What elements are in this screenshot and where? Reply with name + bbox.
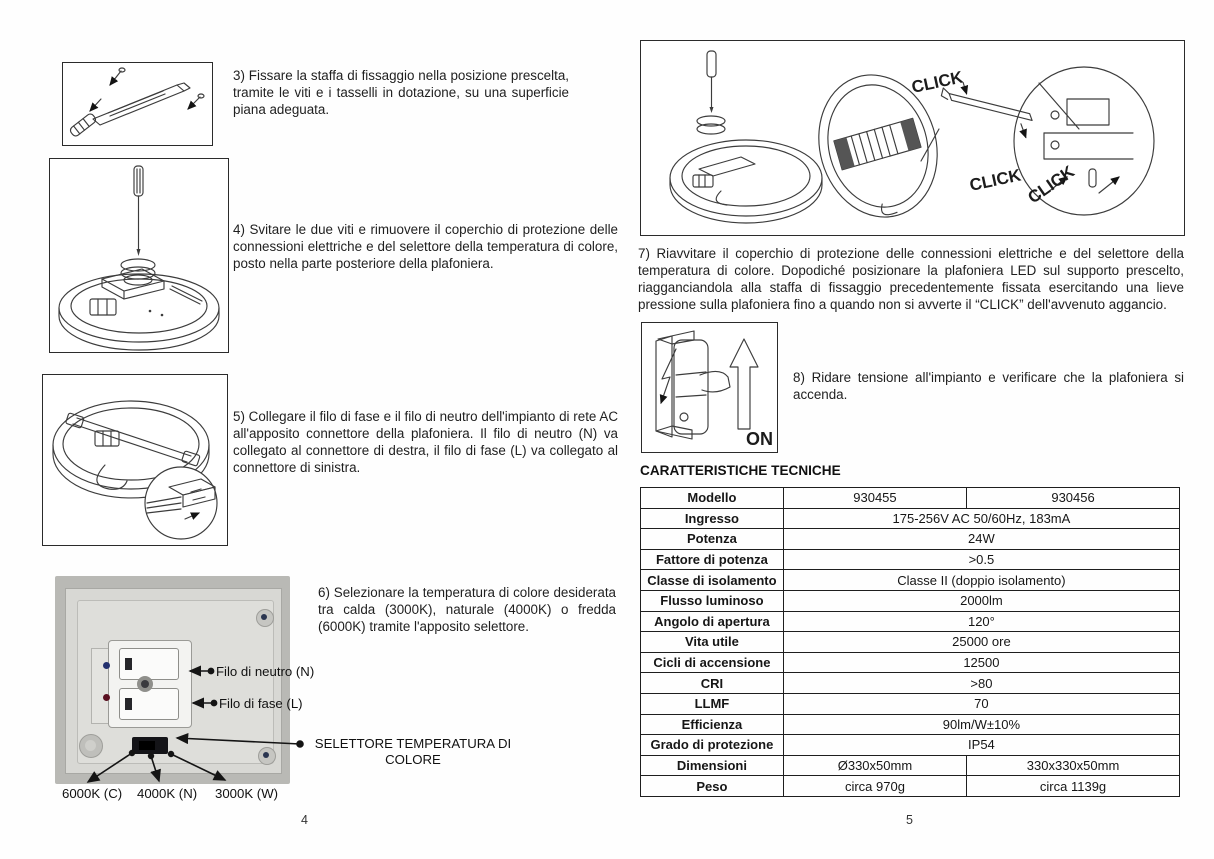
spec-value: circa 1139g <box>967 776 1180 797</box>
spec-row <box>641 673 1180 694</box>
spec-value: 25000 ore <box>783 632 1179 653</box>
label-arrows <box>55 572 620 817</box>
spec-value: 330x330x50mm <box>967 755 1180 776</box>
spec-value: 90lm/W±10% <box>783 714 1179 735</box>
spec-value: Classe II (doppio isolamento) <box>783 570 1179 591</box>
spec-value: 70 <box>783 693 1179 714</box>
spec-label: Classe di isolamento <box>641 570 784 591</box>
spec-row <box>641 570 1180 591</box>
temp-option-6000k: 6000K (C) <box>62 786 123 801</box>
on-label: ON <box>746 429 773 449</box>
spec-row <box>641 611 1180 632</box>
temp-option-4000k: 4000K (N) <box>137 786 198 801</box>
spec-value: 2000lm <box>783 590 1179 611</box>
wiring-figure <box>42 374 228 546</box>
spec-label: Angolo di apertura <box>641 611 784 632</box>
spec-label: Modello <box>641 488 784 509</box>
spec-row <box>641 590 1180 611</box>
spec-label: Grado di protezione <box>641 735 784 756</box>
spec-label: Fattore di potenza <box>641 549 784 570</box>
power-on-illustration <box>642 323 776 451</box>
spec-label: Cicli di accensione <box>641 652 784 673</box>
spec-label: Ingresso <box>641 508 784 529</box>
spec-label: LLMF <box>641 693 784 714</box>
spec-row <box>641 714 1180 735</box>
spec-value: Ø330x50mm <box>783 755 966 776</box>
click-label-2: CLICK <box>967 165 1023 195</box>
phase-wire-label: Filo di fase (L) <box>219 696 303 711</box>
spec-value: 120° <box>783 611 1179 632</box>
spec-value: >0.5 <box>783 549 1179 570</box>
instruction-step-6: 6) Selezionare la temperatura di colore desiderata tra calda (3000K), naturale (4000K) o fredda (6000K) tramite l'apposito selettore. <box>318 585 616 634</box>
page-number-left: 4 <box>301 813 308 827</box>
spec-label: Flusso luminoso <box>641 590 784 611</box>
spec-value: 175-256V AC 50/60Hz, 183mA <box>783 508 1179 529</box>
spec-value: 12500 <box>783 652 1179 673</box>
selector-photo-section <box>55 572 620 817</box>
mounting-click-figure <box>640 40 1185 236</box>
spec-label: Potenza <box>641 529 784 550</box>
spec-label: Peso <box>641 776 784 797</box>
page-number-right: 5 <box>906 813 913 827</box>
spec-value: IP54 <box>783 735 1179 756</box>
neutral-wire-label: Filo di neutro (N) <box>216 664 315 679</box>
instruction-step-7: 7) Riavvitare il coperchio di protezione delle connessioni elettriche e del selettore della temperatura di colore. Dopodiché posizionare la plafoniera LED sul supporto prescelto, riagganciandola alla staffa di fissaggio precedentemente fissata esercitando una lieve pressione sulla plafoniera fino a quando non si avverte il “CLICK” dell'avvenuto aggancio. <box>638 246 1184 312</box>
spec-label: Vita utile <box>641 632 784 653</box>
specs-title: CARATTERISTICHE TECNICHE <box>640 463 841 478</box>
spec-row <box>641 508 1180 529</box>
mounting-click-illustration <box>641 41 1183 234</box>
wiring-illustration <box>43 375 226 544</box>
spec-row <box>641 652 1180 673</box>
click-label-1: CLICK <box>909 67 965 97</box>
page-right <box>620 0 1214 859</box>
specs-table <box>640 487 1180 797</box>
spec-row <box>641 488 1180 509</box>
spec-row <box>641 529 1180 550</box>
spec-row <box>641 776 1180 797</box>
spec-row <box>641 755 1180 776</box>
temp-option-3000k: 3000K (W) <box>215 786 279 801</box>
selector-label: SELETTORE TEMPERATURA DI COLORE <box>314 736 512 767</box>
spec-value: >80 <box>783 673 1179 694</box>
spec-value: 930456 <box>967 488 1180 509</box>
instruction-step-3: 3) Fissare la staffa di fissaggio nella posizione prescelta, tramite le viti e i tasselli in dotazione, su una superficie piana adeguata. <box>233 68 569 117</box>
instruction-step-8: 8) Ridare tensione all'impianto e verificare che la plafoniera si accenda. <box>793 370 1184 402</box>
unscrew-cover-figure <box>49 158 229 353</box>
spec-value: circa 970g <box>783 776 966 797</box>
unscrew-cover-illustration <box>50 159 227 351</box>
power-on-figure <box>641 322 778 453</box>
instruction-step-5: 5) Collegare il filo di fase e il filo di neutro dell'impianto di rete AC all'apposito connettore della plafoniera. Il filo di neutro (N) va collegato al connettore di destra, il filo di fase (L) va collegato al connettore di sinistra. <box>233 409 618 475</box>
click-label-3: CLICK <box>1024 161 1078 208</box>
spec-label: Dimensioni <box>641 755 784 776</box>
spec-row <box>641 735 1180 756</box>
spec-label: Efficienza <box>641 714 784 735</box>
spec-value: 24W <box>783 529 1179 550</box>
spec-row <box>641 632 1180 653</box>
specs-table-body <box>641 488 1180 797</box>
bracket-kit-illustration <box>63 63 211 144</box>
instruction-step-4: 4) Svitare le due viti e rimuovere il coperchio di protezione delle connessioni elettriche e del selettore della temperatura di colore, posto nella parte posteriore della plafoniera. <box>233 222 618 271</box>
spec-value: 930455 <box>783 488 966 509</box>
spec-row <box>641 693 1180 714</box>
bracket-kit-figure <box>62 62 213 146</box>
spec-label: CRI <box>641 673 784 694</box>
spec-row <box>641 549 1180 570</box>
